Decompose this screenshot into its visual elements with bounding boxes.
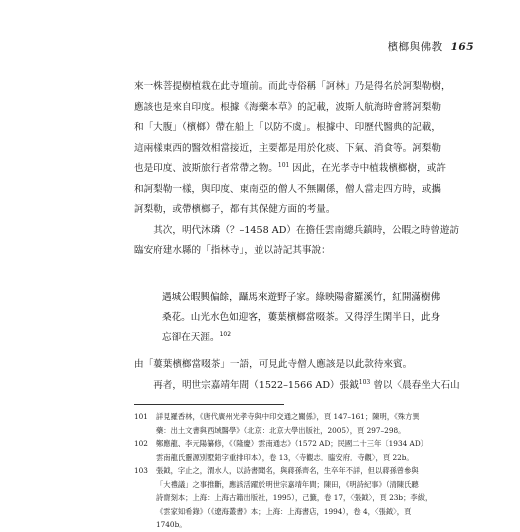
footnote-text	[156, 410, 476, 437]
running-header	[388, 39, 474, 54]
paragraph-2	[134, 221, 474, 262]
footnote-divider	[134, 404, 284, 405]
footnote-line: 詩齋刻本；上海：上海古籍出版社，1995），己籤，卷 17，〈張鉞〉，頁 23b；李紱，	[156, 493, 433, 502]
footnote-ref[interactable]: 101	[277, 161, 290, 169]
running-title: 檳榔與佛教	[387, 41, 443, 53]
quote-line: 忘卻在天涯。	[162, 332, 220, 343]
text-line: 和訶梨勒一樣，與印度、東南亞的僧人不無關係，僧人當走四方時，或攜	[134, 183, 441, 195]
text-line: 其次，明代沐璘（？–1458 AD）在擔任雲南總兵鎮時，公暇之時曾遊訪	[153, 224, 460, 236]
main-text	[134, 77, 474, 262]
footnotes	[134, 410, 476, 532]
footnote-line: 張鉞，字止之，渭水人，以詩書聞名，與蔣孫齊名，生卒年不詳，但以蔣孫曾參與	[156, 466, 419, 475]
text-line: 來一株菩提樹植栽在此寺壇前。而此寺俗稱「訶林」乃是得名於訶梨勒樹，	[134, 81, 451, 92]
footnote-text	[156, 437, 476, 464]
poem-quote	[162, 288, 474, 348]
page-number: 165	[450, 41, 474, 53]
footnote	[134, 410, 476, 437]
quote-line: 桑花。山光水色如迎客，蔞葉檳榔當啜茶。又得浮生閑半日，此身	[162, 312, 441, 323]
footnote-number: 103	[134, 466, 148, 475]
text-line: 臨安府建水縣的「指林寺」，並以詩記其事說：	[134, 245, 331, 256]
footnote	[134, 437, 476, 464]
footnote-line: 《雲家知希錄》（《遼海叢書》本；上海：上海書店，1994），卷 4，〈張鉞〉，頁	[156, 506, 412, 516]
text-line: 由「蔞葉檳榔當啜茶」一語，可見此寺僧人應該是以此款待來賓。	[134, 359, 413, 370]
text-line: 應該也是來自印度。根據《海藥本草》的記載，波斯人航海時會將訶梨勒	[134, 101, 441, 113]
footnote-line: 鄭應龍、李元陽纂修，《（隆慶）雲南通志》（1572 AD；民國二十三年〔1934 AD〕	[156, 439, 428, 448]
footnote-number: 102	[134, 439, 148, 448]
footnote-line: 1740b。	[156, 520, 187, 529]
footnote-number: 101	[134, 412, 148, 421]
text-line: 和「大腹」（檳榔）帶在船上「以防不虞」。根據中、印歷代醫典的記載，	[134, 122, 441, 133]
paragraph-1	[134, 77, 474, 221]
text-line: 這兩樣東西的醫效相當接近，主要都是用於化痰、下氣、消食等。訶梨勒	[134, 142, 441, 154]
text-line: 曾以〈晨春坐大石山	[373, 379, 460, 391]
footnote	[134, 464, 476, 532]
footnote-ref[interactable]: 103	[358, 378, 371, 386]
footnote-ref[interactable]: 102	[219, 330, 232, 338]
footnote-line: 藥：出土文書與西域醫學》（北京：北京大學出版社，2005），頁 297–298。	[156, 425, 406, 435]
footnote-line: 「大禮議」之事推斷，應該活躍於明世宗嘉靖年間；陳田，《明詩紀事》（清陳氏聽	[156, 479, 419, 489]
paragraph-3-line-1	[134, 355, 474, 376]
paragraph-3-line-2	[134, 376, 474, 397]
text-line: 訶梨勒，或帶檳榔子，都有其保健方面的考量。	[134, 204, 336, 215]
text-line: 因此，在光孝寺中植栽檳榔樹，或許	[292, 163, 446, 174]
footnote-text	[156, 464, 476, 532]
text-line: 也是印度、波斯旅行者常帶之物。	[134, 163, 278, 174]
quote-line: 遇城公暇興偏餘，躡馬來遊野子家。綠映陽畬羅溪竹，紅開滿樹佛	[162, 292, 441, 303]
footnote-line: 雲南龍氏靈源別墅鉛字重排印本），卷 13，〈寺觀志．臨安府．寺觀〉，頁 22b。	[156, 452, 414, 462]
footnote-line: 詳見羅香林，《唐代廣州光孝寺與中印交通之關係》，頁 147–161；陳明，《殊方異	[156, 412, 420, 421]
text-line: 再者，明世宗嘉靖年間（1522–1566 AD）張鉞	[153, 379, 359, 391]
paragraph-3	[134, 355, 474, 396]
